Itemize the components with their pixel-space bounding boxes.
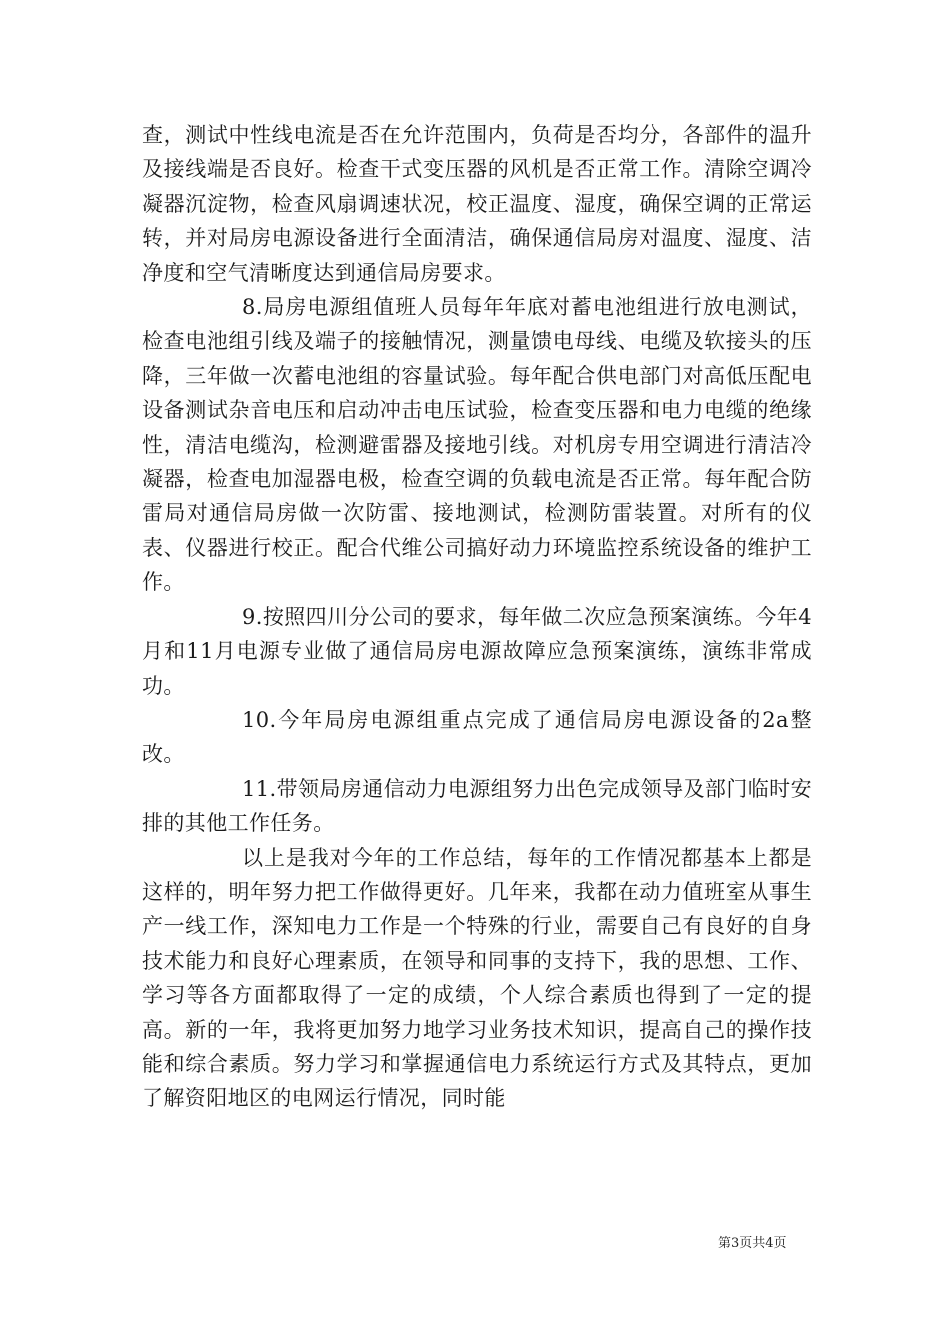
document-body	[142, 118, 812, 1116]
page-number-footer: 第3页共4页	[718, 1236, 787, 1251]
paragraph-summary: 以上是我对今年的工作总结，每年的工作情况都基本上都是这样的，明年努力把工作做得更好。几年来，我都在动力值班室从事生产一线工作，深知电力工作是一个特殊的行业，需要自己有良好的自身技术能力和良好心理素质，在领导和同事的支持下，我的思想、工作、学习等各方面都取得了一定的成绩，个人综合素质也得到了一定的提高。新的一年，我将更加努力地学习业务技术知识，提高自己的操作技能和综合素质。努力学习和掌握通信电力系统运行方式及其特点，更加了解资阳地区的电网运行情况，同时能	[142, 845, 812, 1111]
paragraph-item-11: 11.带领局房通信动力电源组努力出色完成领导及部门临时安排的其他工作任务。	[142, 776, 812, 836]
paragraph-item-8: 8.局房电源组值班人员每年年底对蓄电池组进行放电测试，检查电池组引线及端子的接触情况，测量馈电母线、电缆及软接头的压降，三年做一次蓄电池组的容量试验。每年配合供电部门对高低压配电设备测试杂音电压和启动冲击电压试验，检查变压器和电力电缆的绝缘性，清洁电缆沟，检测避雷器及接地引线。对机房专用空调进行清洁冷凝器，检查电加湿器电极，检查空调的负载电流是否正常。每年配合防雷局对通信局房做一次防雷、接地测试，检测防雷装置。对所有的仪表、仪器进行校正。配合代维公司搞好动力环境监控系统设备的维护工作。	[142, 295, 812, 595]
paragraph-item-9: 9.按照四川分公司的要求，每年做二次应急预案演练。今年4月和11月电源专业做了通信局房电源故障应急预案演练，演练非常成功。	[142, 604, 812, 698]
paragraph-item-10: 10.今年局房电源组重点完成了通信局房电源设备的2a整改。	[142, 707, 812, 767]
paragraph-continuation: 查，测试中性线电流是否在允许范围内，负荷是否均分，各部件的温升及接线端是否良好。检查干式变压器的风机是否正常工作。清除空调冷凝器沉淀物，检查风扇调速状况，校正温度、湿度，确保空调的正常运转，并对局房电源设备进行全面清洁，确保通信局房对温度、湿度、洁净度和空气清晰度达到通信局房要求。	[142, 123, 812, 285]
